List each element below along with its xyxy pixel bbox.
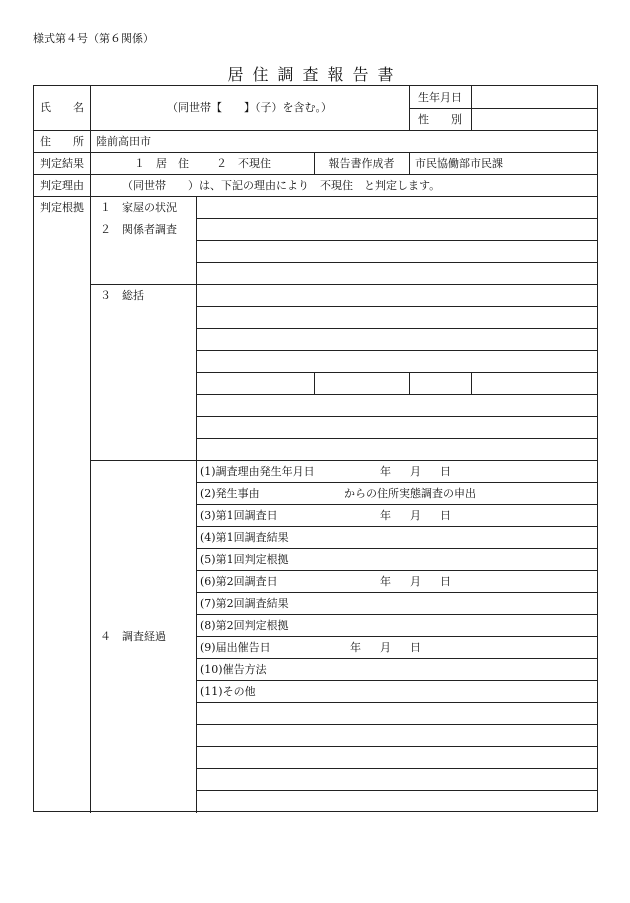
household-note: （同世帯【 】（子）を含む。） [167,101,332,114]
basis-label: 判定根拠 [40,201,84,214]
row-divider [34,196,597,197]
grid-line [196,592,597,593]
grid-line [196,306,597,307]
gender-label: 性 別 [418,113,462,126]
process-item: (2)発生事由 [200,487,260,500]
process-item: (10)催告方法 [200,663,267,676]
row-divider [34,130,597,131]
day-label: 日 [410,641,421,654]
result-label: 判定結果 [40,157,84,170]
section-divider [90,460,597,461]
section-house-condition: １ 家屋の状況 [100,201,177,214]
grid-line [196,746,597,747]
process-item: (6)第2回調査日 [200,575,278,588]
year-label: 年 [380,575,391,588]
month-label: 月 [380,641,391,654]
grid-line [196,790,597,791]
birthdate-label: 生年月日 [418,91,462,104]
author-value: 市民協働部市民課 [415,157,503,170]
section-divider [90,284,597,285]
grid-line [196,702,597,703]
cell-divider [314,372,315,394]
row-divider [34,152,597,153]
process-item: (1)調査理由発生年月日 [200,465,315,478]
address-value: 陸前高田市 [96,135,151,148]
row-divider [34,174,597,175]
grid-line [196,350,597,351]
author-label: 報告書作成者 [328,157,395,170]
cell-divider [471,372,472,394]
result-option-nonresident: ２ 不現住 [216,157,271,170]
process-item: (11)その他 [200,685,256,698]
grid-line [196,328,597,329]
process-item: (8)第2回判定根拠 [200,619,289,632]
process-item: (3)第1回調査日 [200,509,278,522]
grid-line [196,636,597,637]
page-title: 居住調査報告書 [227,65,403,84]
form-number: 様式第４号（第６関係） [33,32,154,45]
grid-line [196,526,597,527]
origin-text: からの住所実態調査の申出 [344,487,476,500]
grid-line [196,482,597,483]
address-label: 住 所 [40,135,84,148]
section-related-party-survey: ２ 関係者調査 [100,223,177,236]
month-label: 月 [410,575,421,588]
process-item: (7)第2回調査結果 [200,597,289,610]
month-label: 月 [410,509,421,522]
year-label: 年 [380,509,391,522]
grid-line [196,372,597,373]
year-label: 年 [380,465,391,478]
day-label: 日 [440,575,451,588]
process-item: (9)届出催告日 [200,641,271,654]
day-label: 日 [440,509,451,522]
label-column-divider [90,86,91,813]
grid-line [196,570,597,571]
reason-label: 判定理由 [40,179,84,192]
process-item: (4)第1回調査結果 [200,531,289,544]
grid-line [196,768,597,769]
column-divider [409,152,410,174]
name-label: 氏 名 [40,101,84,114]
grid-line [196,394,597,395]
grid-line [196,438,597,439]
process-item: (5)第1回判定根拠 [200,553,289,566]
reason-text: （同世帯 ）は、下記の理由により 不現住 と判定します。 [122,179,441,192]
row-divider [409,108,597,109]
result-option-resident: １ 居 住 [134,157,189,170]
grid-line [196,218,597,219]
month-label: 月 [410,465,421,478]
grid-line [196,724,597,725]
grid-line [196,658,597,659]
cell-divider [409,372,410,394]
day-label: 日 [440,465,451,478]
grid-line [196,614,597,615]
year-label: 年 [350,641,361,654]
grid-line [196,680,597,681]
section-survey-process: ４ 調査経過 [100,630,166,643]
grid-line [196,416,597,417]
grid-line [196,504,597,505]
grid-line [196,262,597,263]
column-divider [471,86,472,130]
grid-line [196,548,597,549]
grid-line [196,240,597,241]
section-summary: ３ 総括 [100,289,144,302]
report-form [33,85,598,812]
